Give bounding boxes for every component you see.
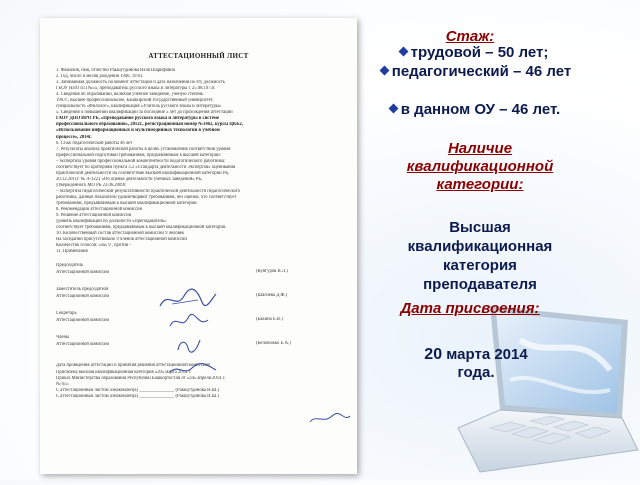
signature-scribble: [174, 336, 204, 354]
doc-line: 20.12.2011г. № Л-1221 «Об оценке деятельности учебных заведений» РБ,: [56, 176, 203, 182]
category-value-line: преподавателя: [423, 276, 537, 293]
stazh-item-text: педагогический – 46 лет: [391, 63, 572, 80]
doc-footer-line: № 655: [56, 381, 69, 387]
signature-scribble: [308, 412, 352, 426]
attestation-sheet-image: [40, 18, 357, 474]
doc-line: 5. Сведения о повышении квалификации за последние 5 лет до прохождения аттестации: [56, 110, 233, 116]
laptop-illustration: [450, 300, 640, 485]
doc-line: 4. Сведения об образовании, включая учебное заведение, учёную степень: [56, 92, 204, 98]
category-value-line: Высшая: [449, 219, 511, 236]
doc-line: работника, данные показатели удовлетворяют требованиям, без оценки, что соответствует: [56, 194, 237, 200]
signature-name: (Белоножко Е.А.): [256, 341, 291, 347]
doc-footer-line: Дата проведения аттестации и принятия решения аттестационной комиссией: [56, 363, 210, 369]
signature-role-line2: Аттестационной комиссии: [56, 293, 110, 299]
doc-line: – экспертиза уровня профессиональной компетентности педагогического работника:: [56, 158, 226, 164]
date-value: [376, 346, 576, 382]
signature-scribble: [168, 360, 218, 378]
doc-line: профессионального образования», 2012г., регистрационный номер №1462, курсы ЦКБ2,: [56, 122, 243, 128]
doc-line: ГБОУ НПО ПЛ №55, преподаватель русского языка и литературы с 25.08.1973г.: [56, 86, 216, 92]
stazh-heading: Стаж:: [445, 28, 495, 45]
doc-line: процессе», 2014г.: [56, 134, 92, 140]
signature-name: (Кунгуров В.Л.): [256, 269, 288, 275]
doc-line: 7. Результаты анализа практической работы в целях установления соответствия уровня: [56, 146, 231, 152]
doc-line: 9. Решение аттестационной комиссии: [56, 213, 132, 219]
category-value: [372, 218, 588, 294]
date-value-line: [376, 346, 576, 364]
date-year-word: года.: [457, 364, 495, 381]
doc-line: ГАОУ ДПО ИРО РБ, «Преподавание русского языка и литературы в системе: [56, 116, 220, 122]
doc-line: уровень квалификации по должности «Преподаватель»: [56, 219, 167, 225]
signature-role-line2: Аттестационной комиссии: [56, 269, 110, 275]
doc-line: «Использование информационных и мультимедийных технологий в учебном: [56, 128, 220, 134]
doc-line: 2. Год, число и месяц рождения 1946, 19.01.: [56, 74, 144, 80]
doc-line: На заседании присутствовало 9 членов аттестационной комиссии: [56, 237, 187, 243]
doc-line: практической деятельности на соответствие высшей квалификационной категории РБ,: [56, 170, 230, 176]
doc-line: – экспертиза педагогической результативности практической деятельности педагогического: [56, 188, 241, 194]
bullet-icon: [388, 104, 398, 114]
doc-line: требованиям, предъявляемым к высшей квалификационной категории.: [56, 201, 198, 207]
signature-role-line2: Аттестационной комиссии: [56, 341, 110, 347]
bullet-icon: [379, 66, 389, 76]
doc-footer-line: С аттестационным листом ознакомлен(а) _______________ (Ракшутдинова Н.Ш.): [56, 387, 220, 393]
signature-role: Члены: [56, 335, 70, 341]
doc-line: 6. Стаж педагогической работы 46 лет: [56, 140, 133, 146]
doc-line: Количество голосов: «за» 9 , против –: [56, 243, 132, 249]
doc-line: 11. Примечания: [56, 249, 88, 255]
doc-line: 1. Фамилия, имя, отчество Ракшутдинова Нэля Шарифовна: [56, 68, 175, 73]
signature-role: Председатель: [56, 263, 84, 269]
signature-name: (Шагиева Д.Ф.): [256, 293, 288, 299]
signature-scribble: [158, 288, 218, 312]
category-heading: [370, 140, 590, 194]
doc-line: 1967г., высшее профессиональное, Башкирский государственный университет,: [56, 98, 214, 104]
doc-footer-line: Приказ Министерства образования Республики Башкортостан от «24» апреля 2014 г.: [56, 375, 226, 381]
stazh-item: [375, 101, 575, 118]
doc-line: 10. Количественный состав аттестационной комиссии 9 человек: [56, 231, 185, 237]
date-month-year: марта 2014: [446, 346, 528, 363]
signature-role: Заместитель председателя: [56, 287, 109, 293]
signature-role-line2: Аттестационной комиссии: [56, 317, 110, 323]
signature-role: Секретарь: [56, 311, 77, 317]
doc-line: 3. Занимаемая должность на момент аттестации и дата назначения на эту должность: [56, 80, 225, 86]
doc-line: профессиональной подготовки требованиям, предъявляемым к высшей категории:: [56, 152, 221, 158]
doc-line: специальность «Филолог», квалификация «Учитель русского языка и литературы»: [56, 104, 222, 110]
stazh-item: [364, 44, 584, 61]
bullet-icon: [398, 47, 408, 57]
stazh-item: [362, 63, 590, 80]
doc-line: соответствует по критериям пункта 3.2 «Стандарта деятельности Экспертов» оценивания: [56, 164, 236, 170]
doc-footer-line: С аттестационным листом ознакомлен(а) _______________ (Ракшутдинова Н.Ш.): [56, 393, 220, 399]
stazh-item-text: трудовой – 50 лет;: [410, 44, 549, 61]
doc-line: утверждённого МО РБ 23.06.2009г.: [56, 182, 127, 188]
date-heading: Дата присвоения:: [400, 300, 540, 317]
date-day: 20: [424, 346, 443, 363]
stazh-item-text: в данном ОУ – 46 лет.: [400, 101, 561, 118]
category-heading-line: категории:: [436, 176, 524, 193]
category-value-line: квалификационная: [407, 238, 553, 255]
signature-name: (Бакина Е.В.): [256, 317, 283, 323]
category-heading-line: Наличие: [447, 140, 513, 157]
signature-scribble: [168, 312, 212, 332]
category-heading-line: квалификационной: [406, 158, 554, 175]
signature-row: [56, 263, 343, 287]
document-title: АТТЕСТАЦИОННЫЙ ЛИСТ: [148, 52, 249, 60]
category-value-line: категория: [443, 257, 517, 274]
doc-line: соответствует требованиям, предъявляемым к высшей квалификационной категории.: [56, 225, 227, 231]
doc-footer-line: Присвоена высшая квалификационная категория «20» марта 2014 г.: [56, 369, 192, 375]
doc-line: 8. Рекомендации аттестационной комиссии: [56, 207, 143, 213]
